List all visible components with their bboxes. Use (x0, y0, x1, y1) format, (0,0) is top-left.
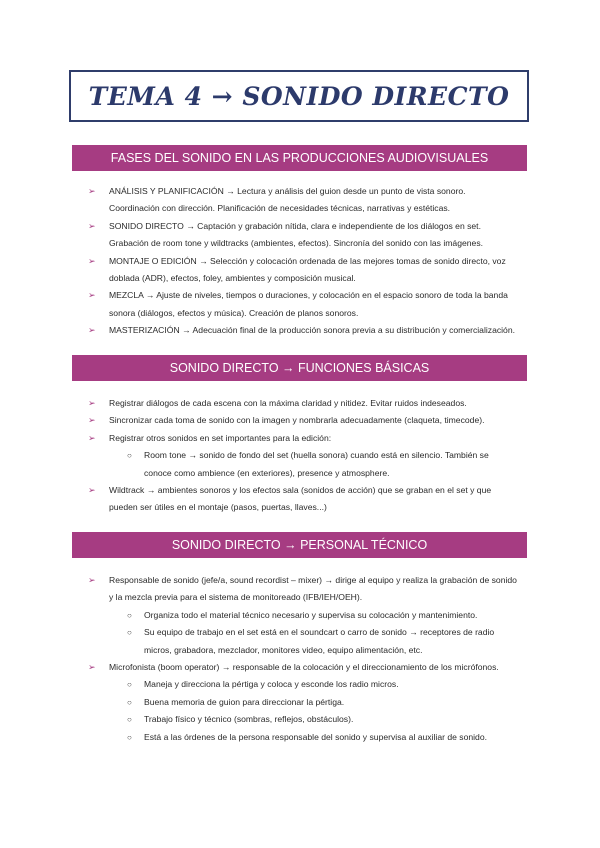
page-title: TEMA 4 → SONIDO DIRECTO (88, 81, 510, 111)
circle-bullet-icon: ○ (127, 680, 132, 690)
title-box (69, 70, 529, 122)
list-item: ➢ Sincronizar cada toma de sonido con la imagen y nombrarla adecuadamente (claqueta, timecode). (88, 412, 518, 429)
list-personal (88, 572, 518, 746)
list-item: ➢ Registrar otros sonidos en set importantes para la edición: (88, 430, 518, 447)
list-item: ➢ Registrar diálogos de cada escena con la máxima claridad y nitidez. Evitar ruidos indeseados. (88, 395, 518, 412)
circle-bullet-icon: ○ (127, 697, 132, 707)
section-heading-funciones: SONIDO DIRECTO → FUNCIONES BÁSICAS (72, 355, 527, 381)
section-heading-fases: FASES DEL SONIDO EN LAS PRODUCCIONES AUDIOVISUALES (72, 145, 527, 171)
sub-list-item: ○ Organiza todo el material técnico necesario y supervisa su colocación y mantenimiento. (88, 607, 518, 624)
list-fases (88, 183, 518, 340)
list-item: ➢ SONIDO DIRECTO → Captación y grabación nítida, clara e independiente de los diálogos en set. Grabación de room tone y wildtracks (ambientes, efectos). Sincronía del sonido con las imágenes. (88, 218, 518, 253)
arrow-bullet-icon: ➢ (88, 662, 96, 673)
arrow-bullet-icon: ➢ (88, 220, 96, 231)
list-item: ➢ Microfonista (boom operator) → responsable de la colocación y el direccionamiento de los micrófonos. (88, 659, 518, 676)
arrow-bullet-icon: ➢ (88, 325, 96, 336)
section-heading-personal: SONIDO DIRECTO → PERSONAL TÉCNICO (72, 532, 527, 558)
circle-bullet-icon: ○ (127, 451, 132, 461)
arrow-bullet-icon: ➢ (88, 186, 96, 196)
sub-list-item: ○ Maneja y direcciona la pértiga y coloca y esconde los radio micros. (88, 676, 518, 693)
list-item: ➢ MEZCLA → Ajuste de niveles, tiempos o duraciones, y colocación en el espacio sonoro de toda la banda sonora (diálogos, efectos y música). Creación de planos sonoros. (88, 287, 518, 322)
list-item: ➢ MASTERIZACIÓN → Adecuación final de la producción sonora previa a su distribución y comercialización. (88, 322, 518, 339)
arrow-bullet-icon: ➢ (88, 575, 96, 585)
sub-list-item: ○ Está a las órdenes de la persona responsable del sonido y supervisa al auxiliar de sonido. (88, 729, 518, 746)
sub-list-item: ○ Trabajo físico y técnico (sombras, reflejos, obstáculos). (88, 711, 518, 728)
circle-bullet-icon: ○ (127, 715, 132, 725)
arrow-bullet-icon: ➢ (88, 255, 96, 266)
circle-bullet-icon: ○ (127, 732, 132, 742)
arrow-bullet-icon: ➢ (88, 398, 96, 408)
list-item: ➢ Responsable de sonido (jefe/a, sound recordist – mixer) → dirige al equipo y realiza la grabación de sonido y la mezcla previa para el sistema de monitoreado (IFB/IEH/OEH). (88, 572, 518, 607)
circle-bullet-icon: ○ (127, 610, 132, 620)
sub-list-item: ○ Room tone → sonido de fondo del set (huella sonora) cuando está en silencio. También se conoce como ambience (en exteriores), presence y atmosphere. (88, 447, 518, 482)
arrow-bullet-icon: ➢ (88, 415, 96, 426)
list-funciones (88, 395, 518, 517)
list-item: ➢ ANÁLISIS Y PLANIFICACIÓN → Lectura y análisis del guion desde un punto de vista sonoro. Coordinación con dirección. Planificación de necesidades técnicas, narrativas y estéticas. (88, 183, 518, 218)
arrow-bullet-icon: ➢ (88, 290, 96, 301)
circle-bullet-icon: ○ (127, 628, 132, 638)
sub-list-item: ○ Su equipo de trabajo en el set está en el soundcart o carro de sonido → receptores de radio micros, grabadora, mezclador, monitores video, equipo alimentación, etc. (88, 624, 518, 659)
arrow-bullet-icon: ➢ (88, 432, 96, 443)
sub-list-item: ○ Buena memoria de guion para direccionar la pértiga. (88, 694, 518, 711)
list-item: ➢ MONTAJE O EDICIÓN → Selección y colocación ordenada de las mejores tomas de sonido directo, voz doblada (ADR), efectos, foley, ambientes y composición musical. (88, 253, 518, 288)
list-item: ➢ Wildtrack → ambientes sonoros y los efectos sala (sonidos de acción) que se graban en el set y que pueden ser útiles en el montaje (pasos, puertas, llaves...) (88, 482, 518, 517)
arrow-bullet-icon: ➢ (88, 485, 96, 496)
